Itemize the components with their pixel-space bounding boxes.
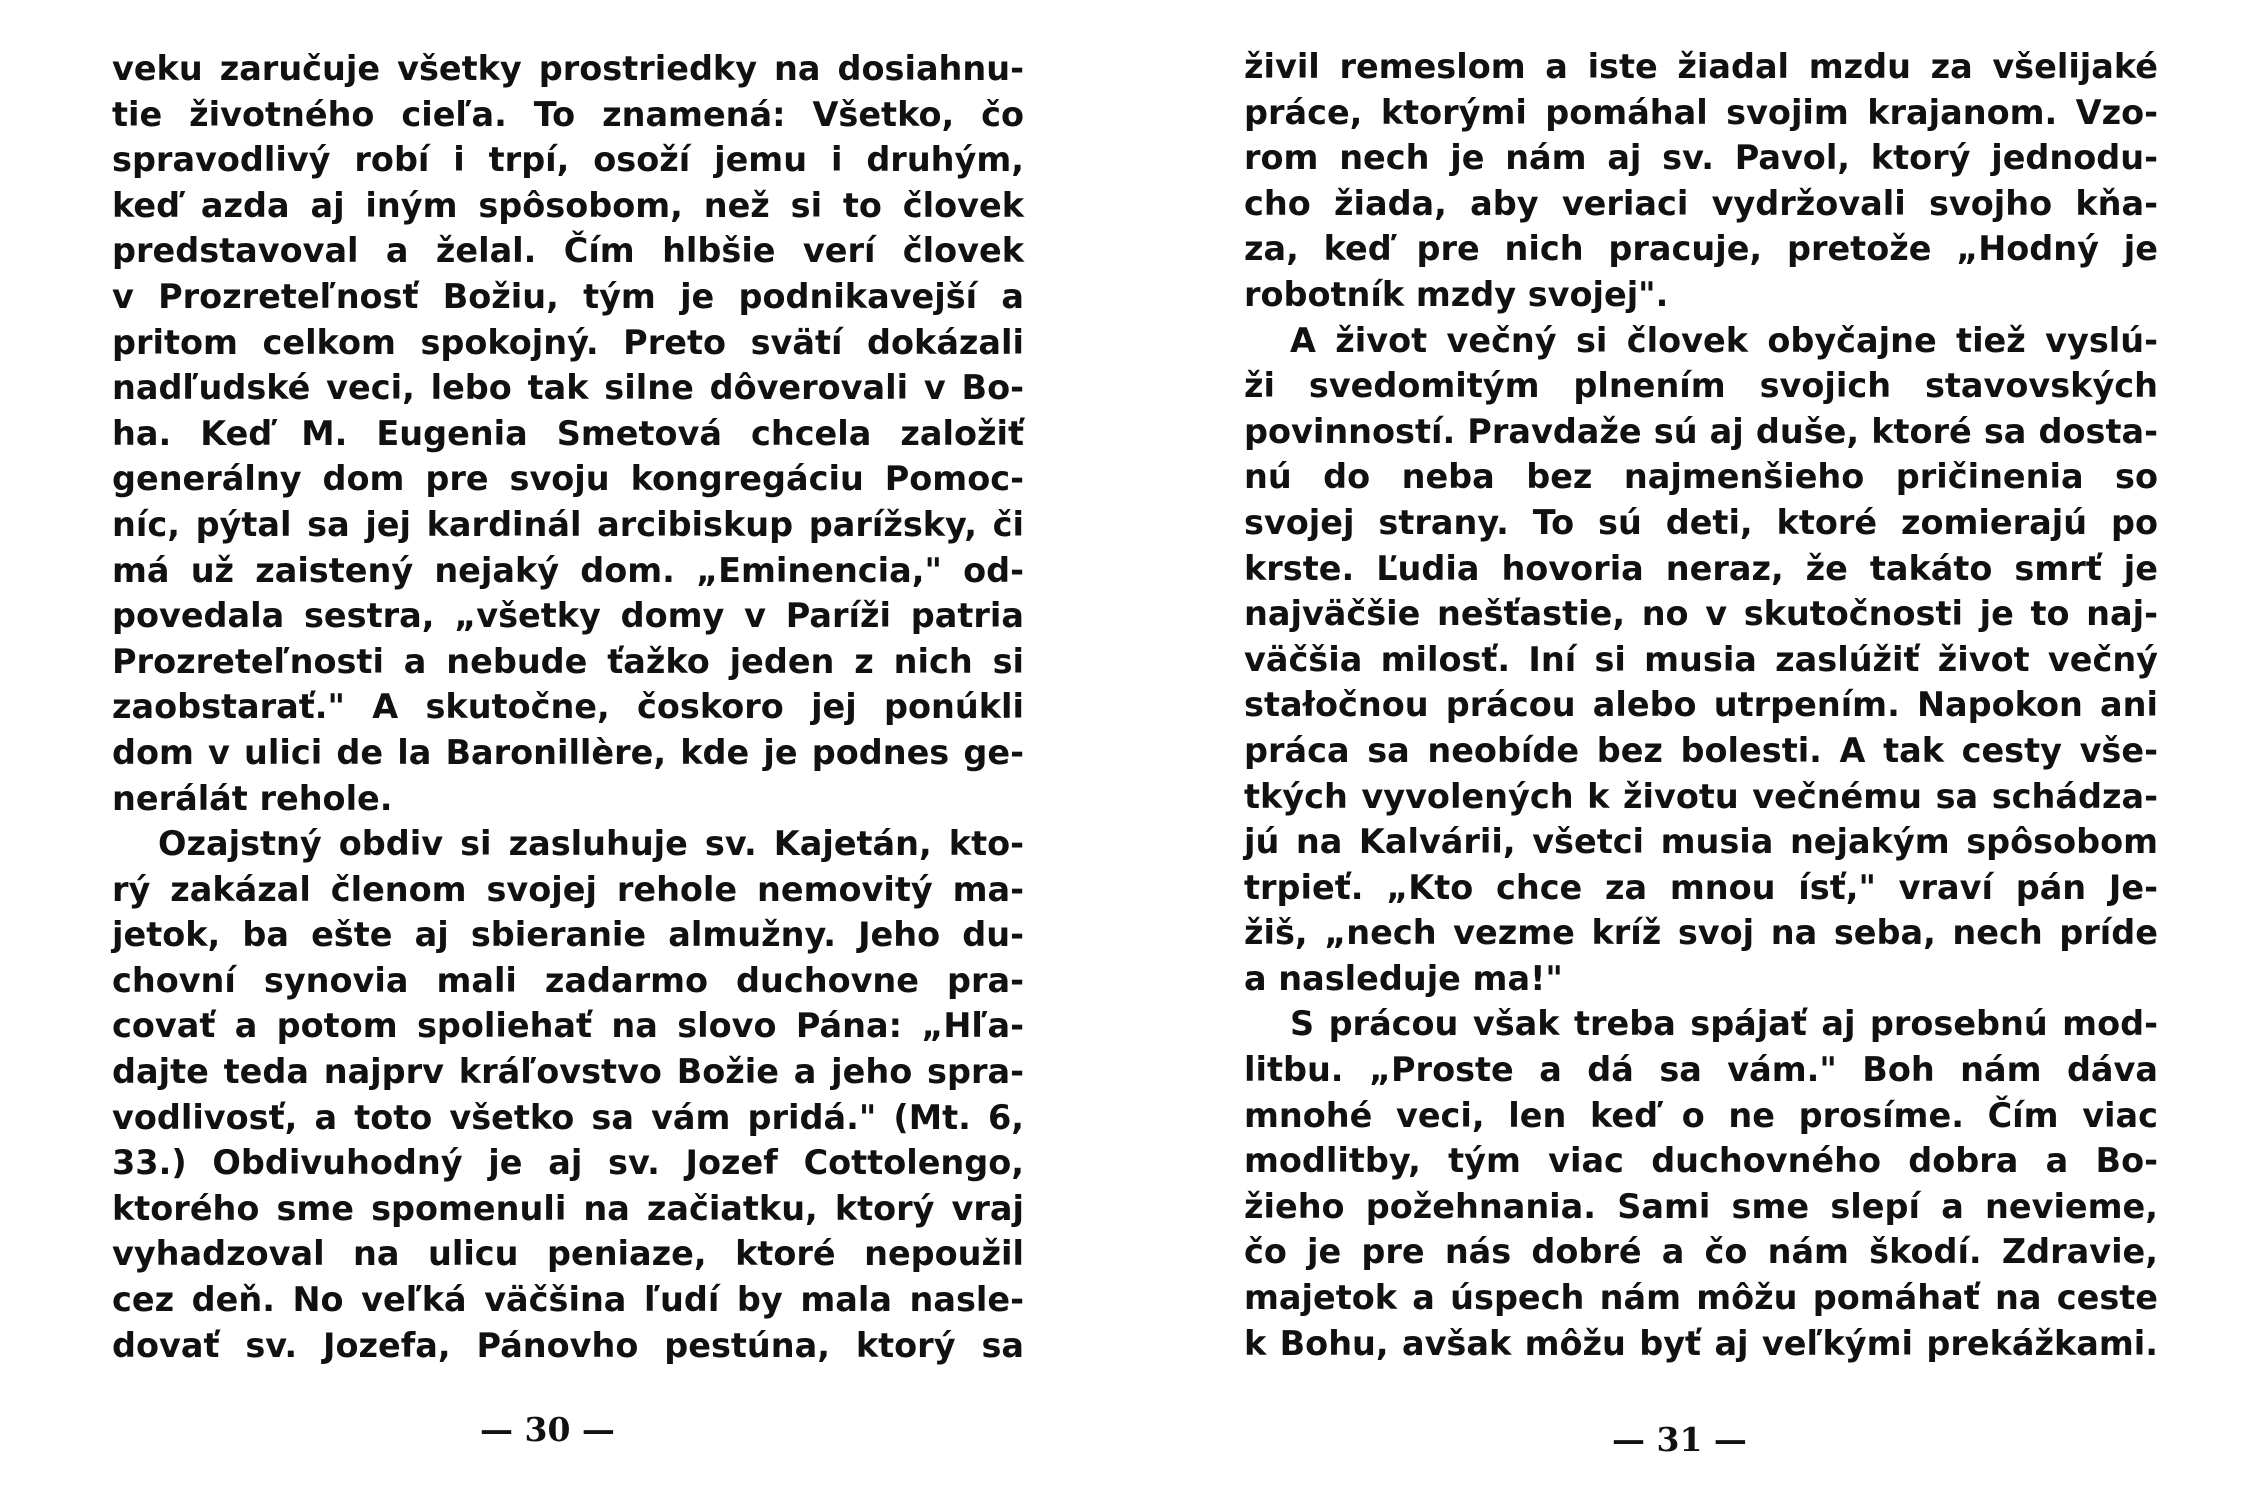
text-line: za, keď pre nich pracuje, pretože „Hodný je xyxy=(1244,229,2158,269)
text-line: povinností. Pravdaže sú aj duše, ktoré sa dosta- xyxy=(1244,411,2158,451)
paragraph-start-line: Ozajstný obdiv si zasluhuje sv. Kajetán, kto- xyxy=(158,824,1024,864)
text-line: tie životného cieľa. To znamená: Všetko, čo xyxy=(112,94,1024,134)
text-line: mnohé veci, len keď o ne prosíme. Čím viac xyxy=(1244,1095,2158,1135)
text-line: svojej strany. To sú deti, ktoré zomierajú po xyxy=(1244,502,2158,542)
text-line: vyhadzoval na ulicu peniaze, ktoré nepoužil xyxy=(112,1234,1024,1274)
text-line: ži svedomitým plnením svojich stavovských xyxy=(1244,366,2158,406)
text-line: stałočnou prácou alebo utrpením. Napokon ani xyxy=(1244,685,2158,725)
text-line: ktorého sme spomenuli na začiatku, ktorý vraj xyxy=(112,1188,1024,1228)
text-line: najväčšie nešťastie, no v skutočnosti je to naj- xyxy=(1244,594,2158,634)
text-line: povedala sestra, „všetky domy v Paríži patria xyxy=(112,596,1024,636)
text-line: covať a potom spoliehať na slovo Pána: „Hľa- xyxy=(112,1006,1024,1046)
text-line: keď azda aj iným spôsobom, než si to človek xyxy=(112,185,1024,225)
text-line: práce, ktorými pomáhal svojim krajanom. Vzo- xyxy=(1244,92,2158,132)
text-line: trpieť. „Kto chce za mnou ísť," vraví pán Je- xyxy=(1244,867,2158,907)
text-line: predstavoval a želal. Čím hlbšie verí človek xyxy=(112,231,1024,271)
text-line: žiš, „nech vezme kríž svoj na seba, nech príde xyxy=(1244,913,2158,953)
text-line: litbu. „Proste a dá sa vám." Boh nám dáva xyxy=(1244,1050,2158,1090)
text-line: generálny dom pre svoju kongregáciu Pomoc- xyxy=(112,459,1024,499)
paragraph-start-line: A život večný si človek obyčajne tiež vyslú- xyxy=(1290,320,2158,360)
text-line: 33.) Obdivuhodný je aj sv. Jozef Cottolengo, xyxy=(112,1143,1024,1183)
paragraph-end-line: nerálát rehole. xyxy=(112,778,393,818)
text-line: pritom celkom spokojný. Preto svätí dokázali xyxy=(112,322,1024,362)
text-line: živil remeslom a iste žiadal mzdu za všelijaké xyxy=(1244,47,2158,86)
paragraph-start-line: S prácou však treba spájať aj prosebnú mod- xyxy=(1290,1004,2158,1044)
text-line: chovní synovia mali zadarmo duchovne pra- xyxy=(112,960,1024,1000)
text-line: väčšia milosť. Iní si musia zaslúžiť život večný xyxy=(1244,639,2158,679)
text-line: rý zakázal členom svojej rehole nemovitý ma- xyxy=(112,869,1024,909)
text-line: vodlivosť, a toto všetko sa vám pridá." (Mt. 6, xyxy=(112,1097,1024,1137)
page-number: — 30 — xyxy=(480,1410,615,1449)
text-line: rom nech je nám aj sv. Pavol, ktorý jednodu- xyxy=(1244,138,2158,178)
text-line: k Bohu, avšak môžu byť aj veľkými prekážkami. xyxy=(1244,1323,2158,1363)
text-line: ha. Keď M. Eugenia Smetová chcela založiť xyxy=(112,413,1024,453)
left-page-text xyxy=(112,46,1024,1368)
text-line: modlitby, tým viac duchovného dobra a Bo- xyxy=(1244,1141,2158,1181)
text-line: dajte teda najprv kráľovstvo Božie a jeho spra- xyxy=(112,1052,1024,1092)
page-number: — 31 — xyxy=(1612,1420,1747,1459)
text-line: Prozreteľnosti a nebude ťažko jeden z nich si xyxy=(112,641,1024,681)
text-line: žieho požehnania. Sami sme slepí a nevieme, xyxy=(1244,1186,2158,1226)
text-line: veku zaručuje všetky prostriedky na dosiahnu- xyxy=(112,49,1024,88)
text-line: nadľudské veci, lebo tak silne dôverovali v Bo- xyxy=(112,368,1024,408)
text-line: jetok, ba ešte aj sbieranie almužny. Jeho du- xyxy=(112,915,1024,955)
text-line: cho žiada, aby veriaci vydržovali svojho kňa- xyxy=(1244,183,2158,223)
right-page xyxy=(1124,0,2248,1500)
text-line: spravodlivý robí i trpí, osoží jemu i druhým, xyxy=(112,140,1024,180)
text-line: v Prozreteľnosť Božiu, tým je podnikavejší a xyxy=(112,276,1024,316)
text-line: čo je pre nás dobré a čo nám škodí. Zdravie, xyxy=(1244,1232,2158,1272)
text-line: má už zaistený nejaký dom. „Eminencia," od- xyxy=(112,550,1024,590)
text-line: dom v ulici de la Baronillère, kde je podnes ge- xyxy=(112,732,1024,772)
text-line: práca sa neobíde bez bolesti. A tak cesty vše- xyxy=(1244,730,2158,770)
text-line: krste. Ľudia hovoria neraz, že takáto smrť je xyxy=(1244,548,2158,588)
text-line: jú na Kalvárii, všetci musia nejakým spôsobom xyxy=(1244,822,2158,862)
text-line: níc, pýtal sa jej kardinál arcibiskup parížsky, či xyxy=(112,504,1024,544)
text-line: tkých vyvolených k životu večnému sa schádza- xyxy=(1244,776,2158,816)
text-line: zaobstarať." A skutočne, čoskoro jej ponúkli xyxy=(112,687,1024,727)
paragraph-end-line: robotník mzdy svojej". xyxy=(1244,274,1669,314)
paragraph-end-line: a nasleduje ma!" xyxy=(1244,958,1563,998)
text-line: majetok a úspech nám môžu pomáhať na ceste xyxy=(1244,1278,2158,1318)
text-line: nú do neba bez najmenšieho pričinenia so xyxy=(1244,457,2158,497)
text-line: dovať sv. Jozefa, Pánovho pestúna, ktorý sa xyxy=(112,1325,1024,1365)
text-line: cez deň. No veľká väčšina ľudí by mala nasle- xyxy=(112,1280,1024,1320)
right-page-text xyxy=(1244,44,2158,1366)
